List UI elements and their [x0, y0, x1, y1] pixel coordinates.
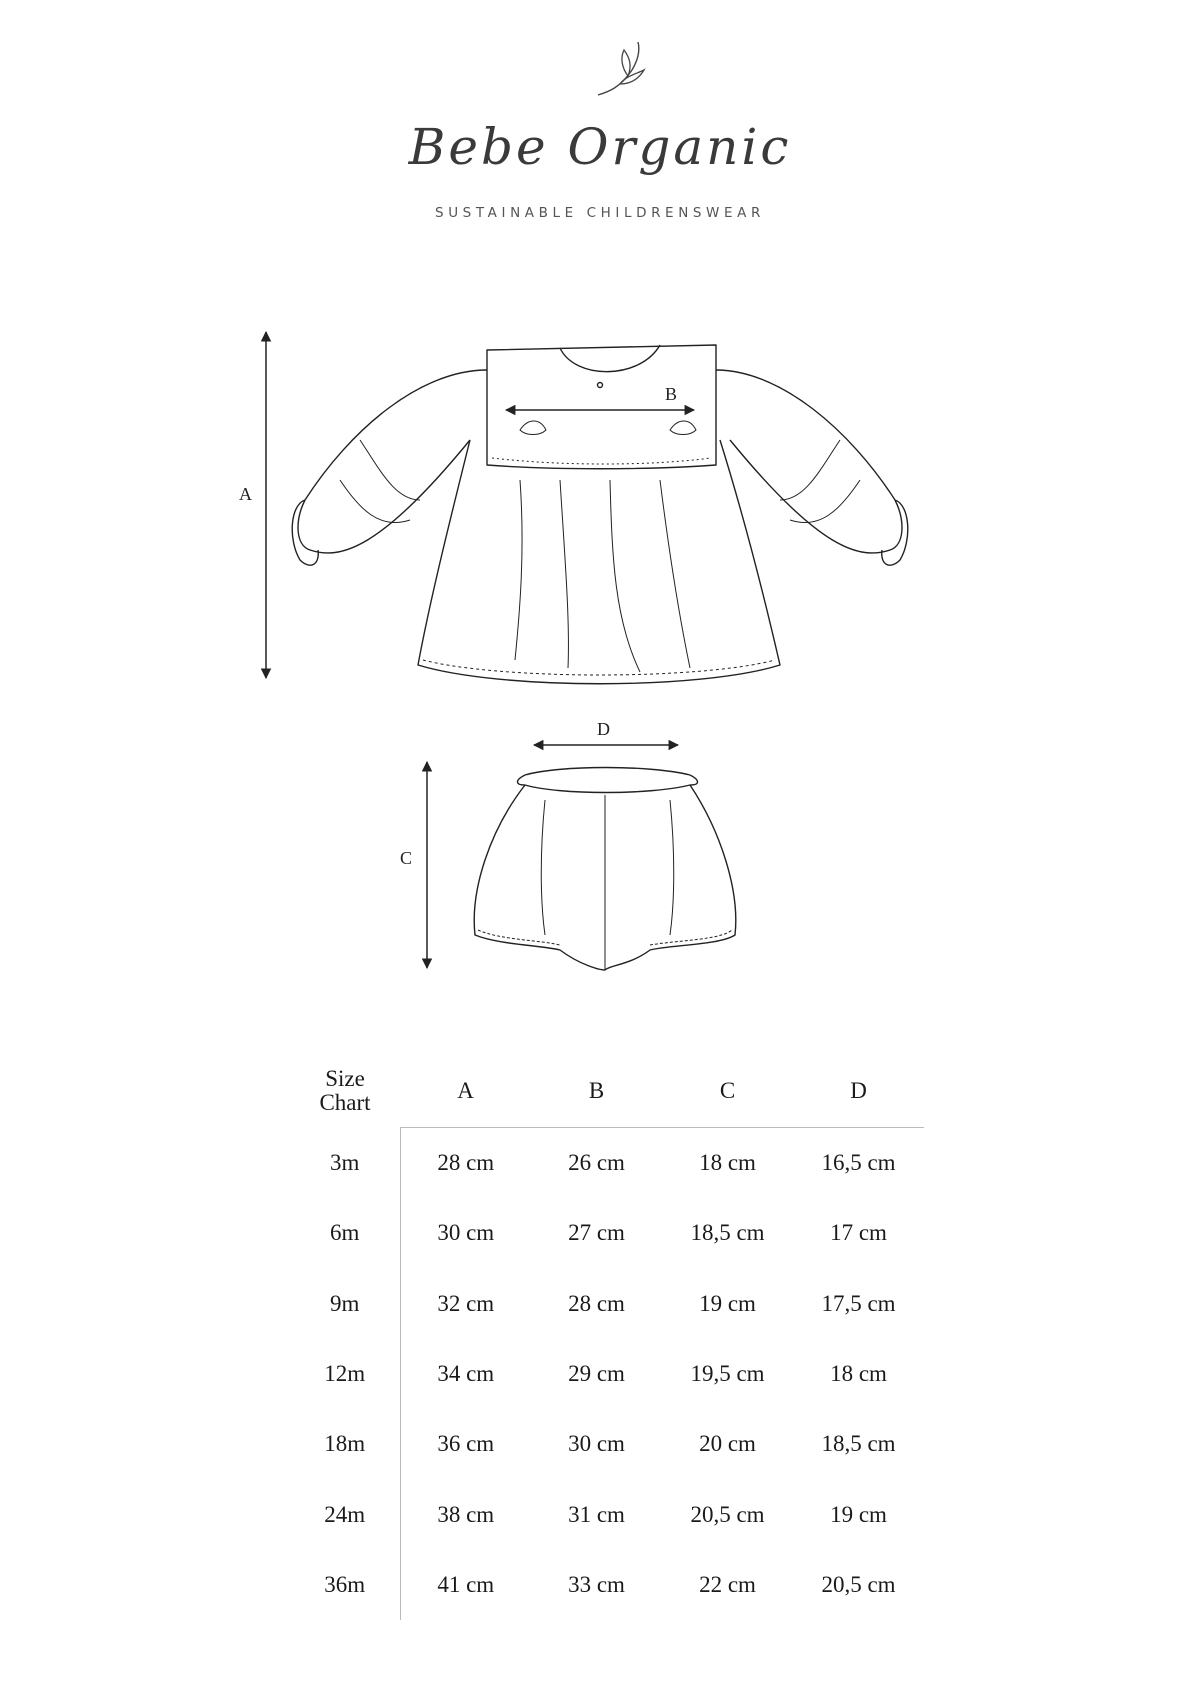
row-size: 24m: [324, 1501, 366, 1527]
cell-a: 41 cm: [400, 1550, 531, 1620]
row-size: 18m: [324, 1431, 366, 1457]
column-header-a: A: [400, 1055, 531, 1128]
cell-a: 36 cm: [400, 1409, 531, 1479]
cell-b: 30 cm: [568, 1431, 625, 1457]
cell-b: 29 cm: [568, 1361, 625, 1387]
cell-c: 18 cm: [699, 1150, 756, 1176]
size-header-line2: Chart: [319, 1090, 371, 1116]
table-row: [290, 1269, 924, 1339]
table-header-row: [290, 1055, 924, 1128]
cell-c: 20,5 cm: [690, 1501, 765, 1527]
column-header-c: C: [662, 1055, 793, 1128]
cell-a: 28 cm: [400, 1128, 531, 1199]
row-size: 12m: [324, 1361, 366, 1387]
cell-a: 30 cm: [400, 1198, 531, 1268]
table-row: [290, 1198, 924, 1268]
cell-a: 34 cm: [400, 1339, 531, 1409]
dimension-a-label: A: [239, 484, 252, 504]
dimension-d-label: D: [597, 719, 610, 739]
cell-b: 31 cm: [568, 1501, 625, 1527]
cell-d: 17 cm: [830, 1220, 887, 1246]
cell-c: 19 cm: [699, 1290, 756, 1316]
cell-a: 38 cm: [400, 1479, 531, 1549]
cell-d: 16,5 cm: [821, 1150, 896, 1176]
row-size: 6m: [330, 1220, 360, 1246]
cell-c: 18,5 cm: [690, 1220, 765, 1246]
size-chart-header: [290, 1055, 400, 1128]
dimension-c-label: C: [400, 848, 413, 868]
table-row: [290, 1550, 924, 1620]
cell-b: 26 cm: [568, 1150, 625, 1176]
cell-d: 20,5 cm: [821, 1571, 896, 1597]
size-chart-table: [290, 1055, 924, 1620]
brand-name: Bebe Organic: [408, 118, 792, 176]
bloomers-drawing: [474, 768, 736, 971]
cell-a: 32 cm: [400, 1269, 531, 1339]
row-size: 36m: [324, 1571, 366, 1597]
brand-tagline: SUSTAINABLE CHILDRENSWEAR: [435, 205, 765, 221]
column-header-d: D: [793, 1055, 924, 1128]
cell-d: 19 cm: [830, 1501, 887, 1527]
cell-c: 19,5 cm: [690, 1361, 765, 1387]
table-row: [290, 1339, 924, 1409]
cell-b: 27 cm: [568, 1220, 625, 1246]
cell-d: 18,5 cm: [821, 1431, 896, 1457]
size-header-line1: Size: [325, 1066, 365, 1092]
column-header-b: B: [531, 1055, 662, 1128]
table-row: [290, 1479, 924, 1549]
dimension-b-label: B: [665, 384, 678, 404]
row-size: 9m: [330, 1290, 360, 1316]
cell-d: 18 cm: [830, 1361, 887, 1387]
row-size: 3m: [330, 1149, 360, 1175]
cell-c: 20 cm: [699, 1431, 756, 1457]
blouse-drawing: [292, 345, 908, 684]
cell-b: 33 cm: [568, 1571, 625, 1597]
cell-b: 28 cm: [568, 1290, 625, 1316]
table-row: [290, 1128, 924, 1199]
cell-d: 17,5 cm: [821, 1290, 896, 1316]
table-row: [290, 1409, 924, 1479]
cell-c: 22 cm: [699, 1571, 756, 1597]
